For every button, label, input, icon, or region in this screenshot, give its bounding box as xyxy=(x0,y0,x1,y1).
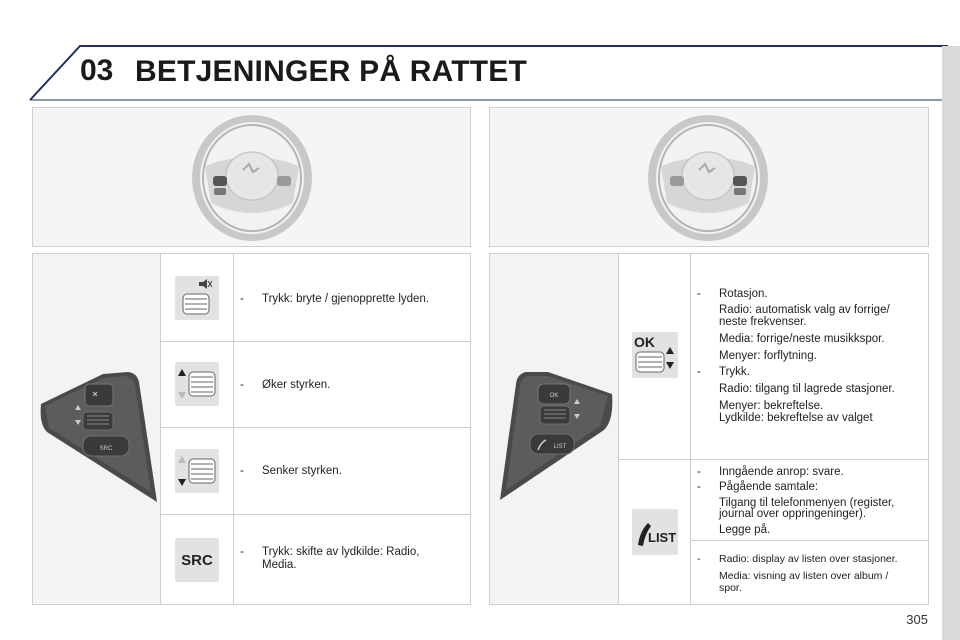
row-line: Menyer: bekreftelse. xyxy=(719,400,824,412)
dash: - xyxy=(240,546,244,558)
ok-icon xyxy=(632,332,678,378)
mute-scroll-icon xyxy=(175,276,219,320)
row-line: Inngående anrop: svare. xyxy=(719,466,844,478)
row-line: Menyer: forflytning. xyxy=(719,350,817,362)
row-line: spor. xyxy=(719,582,742,594)
left-control-module-illustration xyxy=(33,254,161,606)
volume-down-icon xyxy=(175,449,219,493)
row-line: Trykk: skifte av lydkilde: Radio, xyxy=(262,546,420,558)
row-line: neste frekvenser. xyxy=(719,316,807,328)
right-wheel-panel xyxy=(489,107,929,247)
right-control-module-illustration xyxy=(490,254,619,606)
dash: - xyxy=(697,366,701,378)
left-controls-table xyxy=(32,253,471,605)
row-line: Media: visning av listen over album / xyxy=(719,570,889,582)
row-line: Radio: tilgang til lagrede stasjoner. xyxy=(719,383,895,395)
side-tab xyxy=(942,46,960,640)
src-icon-label: SRC xyxy=(181,551,213,569)
row-line: Media: forrige/neste musikkspor. xyxy=(719,333,885,345)
page-number: 305 xyxy=(906,612,928,627)
row-line: journal over oppringeninger). xyxy=(719,508,867,520)
row-line: Tilgang til telefonmenyen (register, xyxy=(719,497,895,509)
dash: - xyxy=(240,293,244,305)
row-divider xyxy=(691,540,928,541)
row-line: Trykk. xyxy=(719,366,750,378)
chapter-number: 03 xyxy=(80,54,114,87)
row-divider xyxy=(619,459,928,460)
steering-wheel-illustration xyxy=(33,108,472,248)
list-phone-icon xyxy=(632,509,678,555)
row-divider xyxy=(161,427,470,428)
src-button-label: SRC xyxy=(99,446,113,452)
page-title: BETJENINGER PÅ RATTET xyxy=(135,55,528,88)
dash: - xyxy=(697,288,701,300)
row-line: Pågående samtale: xyxy=(719,481,819,493)
list-icon-label: LIST xyxy=(648,530,677,545)
left-wheel-panel xyxy=(32,107,471,247)
row-divider xyxy=(161,514,470,515)
dash: - xyxy=(697,481,701,493)
row-line: Radio: display av listen over stasjoner. xyxy=(719,553,898,565)
row-line: Legge på. xyxy=(719,524,771,536)
row-line: Lydkilde: bekreftelse av valget xyxy=(719,412,873,424)
row-line: Senker styrken. xyxy=(262,465,342,477)
ok-button-label: OK xyxy=(549,393,559,399)
dash: - xyxy=(697,466,701,478)
right-controls-table xyxy=(489,253,929,605)
volume-up-icon xyxy=(175,362,219,406)
list-button-label: LIST xyxy=(553,444,567,450)
row-line: Radio: automatisk valg av forrige/ xyxy=(719,304,890,316)
dash: - xyxy=(697,553,701,565)
right-control-image xyxy=(490,254,619,604)
row-divider xyxy=(161,341,470,342)
row-line: Media. xyxy=(262,559,297,571)
left-control-image xyxy=(33,254,161,604)
row-line: Øker styrken. xyxy=(262,379,331,391)
steering-wheel-illustration xyxy=(490,108,930,248)
dash: - xyxy=(240,465,244,477)
row-line: Rotasjon. xyxy=(719,288,768,300)
page-header xyxy=(0,0,960,104)
src-icon xyxy=(175,538,219,582)
ok-icon-label: OK xyxy=(634,334,655,350)
row-line: Trykk: bryte / gjenopprette lyden. xyxy=(262,293,430,305)
dash: - xyxy=(240,379,244,391)
